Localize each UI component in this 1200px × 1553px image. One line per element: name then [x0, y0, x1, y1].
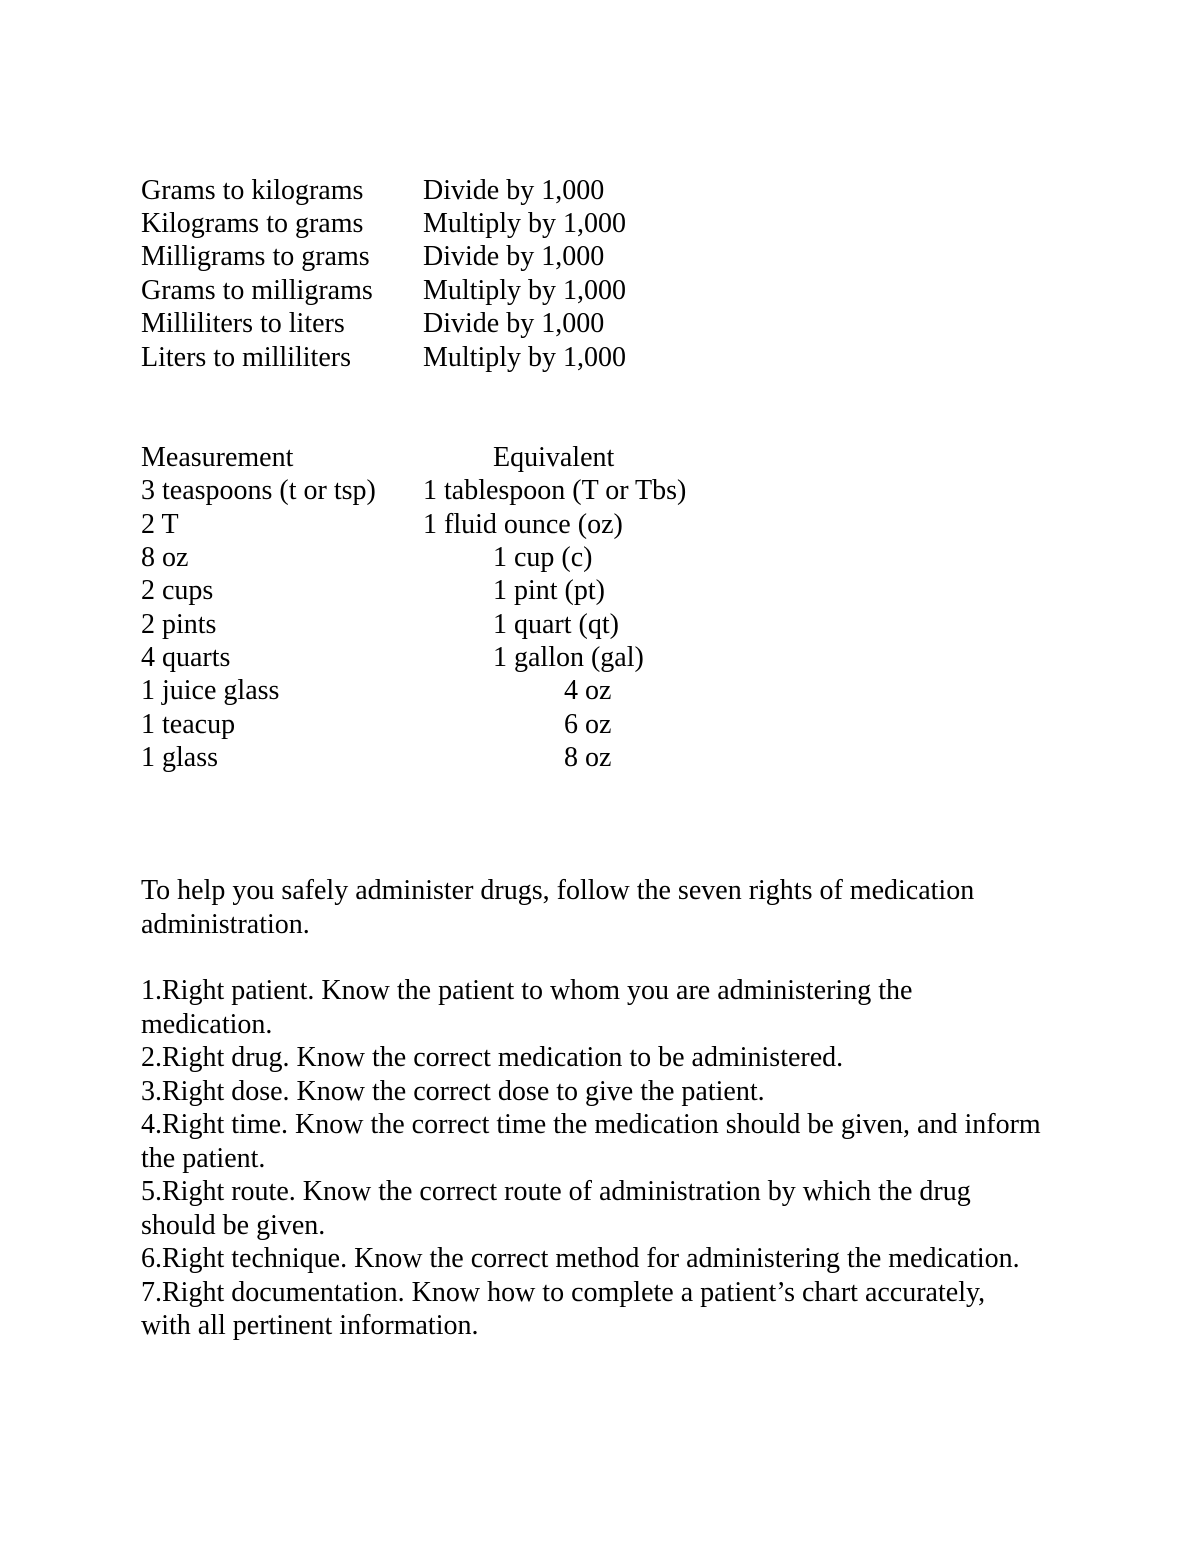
- equivalent-cell: 1 quart (qt): [493, 609, 619, 640]
- conversion-rule: Multiply by 1,000: [423, 275, 627, 306]
- list-item: 3.Right dose. Know the correct dose to give the patient.: [141, 1075, 765, 1107]
- list-item: 5.Right route. Know the correct route of administration by which the drug should be given.: [141, 1176, 971, 1241]
- measurement-cell: 4 quarts: [141, 642, 231, 673]
- equivalent-cell: 6 oz: [564, 709, 612, 740]
- equivalent-cell: 1 tablespoon (T or Tbs): [423, 475, 687, 506]
- list-item: 6.Right technique. Know the correct method for administering the medication.: [141, 1243, 1020, 1274]
- measurement-cell: 1 glass: [141, 742, 218, 773]
- equivalent-cell: 4 oz: [564, 675, 612, 706]
- measurement-cell: 2 pints: [141, 609, 217, 640]
- conversion-label: Milligrams to grams: [141, 241, 370, 272]
- measurement-header: Measurement: [141, 442, 294, 473]
- equivalent-cell: 1 fluid ounce (oz): [423, 509, 623, 540]
- list-item: 1.Right patient. Know the patient to whom you are administering the medication.: [141, 975, 913, 1040]
- measurement-cell: 1 teacup: [141, 709, 236, 740]
- conversion-label: Kilograms to grams: [141, 208, 364, 239]
- measurement-cell: 1 juice glass: [141, 675, 280, 706]
- list-item: 7.Right documentation. Know how to complete a patient’s chart accurately, with all pertinent information.: [141, 1276, 986, 1341]
- equivalent-cell: 1 cup (c): [493, 542, 593, 573]
- conversion-label: Grams to milligrams: [141, 275, 373, 306]
- equivalent-cell: 1 gallon (gal): [493, 642, 644, 673]
- measurement-cell: 2 T: [141, 509, 179, 540]
- intro-paragraph: [141, 874, 1041, 941]
- conversion-rule: Divide by 1,000: [423, 175, 605, 206]
- intro-text: To help you safely administer drugs, follow the seven rights of medication administration.: [141, 875, 975, 940]
- conversion-rule: Divide by 1,000: [423, 308, 605, 339]
- conversion-label: Liters to milliliters: [141, 342, 351, 373]
- conversion-rule: Multiply by 1,000: [423, 208, 627, 239]
- equivalent-header: Equivalent: [493, 442, 615, 473]
- list-item: 4.Right time. Know the correct time the medication should be given, and inform the patient.: [141, 1109, 1041, 1174]
- conversion-label: Milliliters to liters: [141, 308, 345, 339]
- measurement-cell: 2 cups: [141, 575, 214, 606]
- equivalent-cell: 8 oz: [564, 742, 612, 773]
- conversion-label: Grams to kilograms: [141, 175, 364, 206]
- measurement-cell: 3 teaspoons (t or tsp): [141, 475, 376, 506]
- seven-rights-list: [141, 974, 1041, 1343]
- conversion-rule: Multiply by 1,000: [423, 342, 627, 373]
- measurement-cell: 8 oz: [141, 542, 189, 573]
- list-item: 2.Right drug. Know the correct medication to be administered.: [141, 1042, 844, 1073]
- conversion-rule: Divide by 1,000: [423, 241, 605, 272]
- equivalent-cell: 1 pint (pt): [493, 575, 605, 606]
